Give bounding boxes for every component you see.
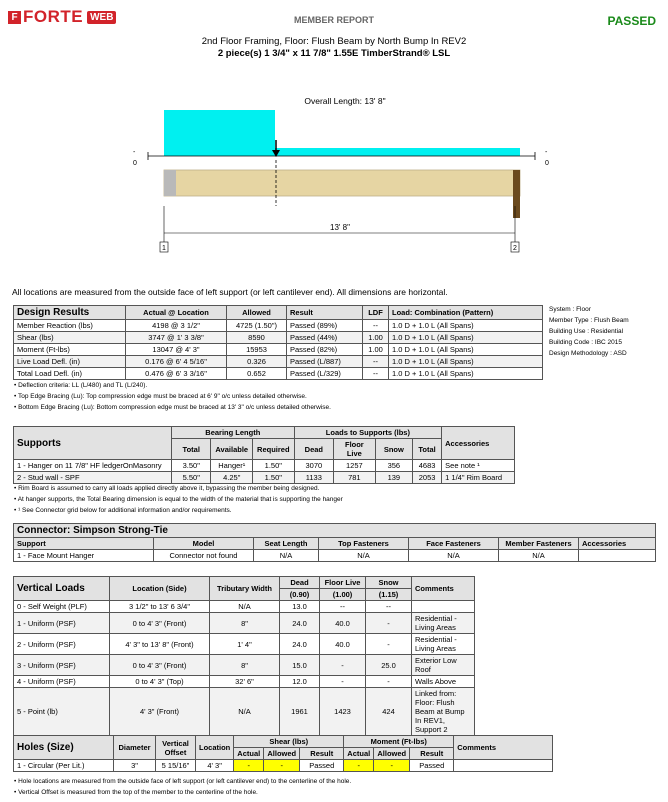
holes-table: Holes (Size) Diameter Vertical Offset Location Shear (lbs) Moment (Ft-lbs) Comments Actual Allowed Result Actual Allowed Result 1 - Circular (Per Lit.) 3" 5 15/16" 4' 3" - - Passed - - Passed (13, 735, 553, 772)
table-row: 2 - Uniform (PSF) 4' 3" to 13' 8" (Front) 1' 4" 24.0 40.0 - Residential - Living Areas (14, 634, 475, 655)
svg-text:-: - (133, 149, 136, 156)
report-subtitle: 2nd Floor Framing, Floor: Flush Beam by North Bump In REV2 (201, 36, 467, 47)
table-row: 1 - Face Mount Hanger Connector not found N/A N/A N/A N/A (14, 550, 656, 562)
table-row: 1 - Circular (Per Lit.) 3" 5 15/16" 4' 3" - - Passed - - Passed (14, 760, 553, 772)
support-right-wall (513, 170, 520, 218)
svg-text:-: - (545, 149, 548, 156)
logo-name: FORTE (23, 7, 84, 26)
support-1-marker: 1 (162, 245, 166, 252)
table-row: Shear (lbs) 3747 @ 1' 3 3/8" 8590 Passed (44%) 1.00 1.0 D + 1.0 L (All Spans) (14, 332, 543, 344)
table-row: 3 - Uniform (PSF) 0 to 4' 3" (Front) 8" 15.0 - 25.0 Exterior Low Roof (14, 655, 475, 676)
status-badge: PASSED (607, 14, 656, 28)
vertical-loads-table: Vertical Loads Location (Side) Tributary Width Dead Floor Live Snow Comments (0.90) (1.00) (1.15) 0 - Self Weight (PLF) 3 1/2" to 13' 6 3/4" N/A 13.0 -- -- 1 - Uniform (PSF) 0 to 4' 3" (Front) 8" 24.0 40.0 - Residential - Living Areas 2 - Uniform (PSF) 4' 3" to 13' 8" (Front) 1' 4" 24.0 40.0 - Residential - Living Areas 3 - Uniform (PSF) 0 to 4' 3" (Front) 8" 15.0 - 25.0 Exterior Low Roof 4 - Uniform (PSF) 0 to 4' 3" (Top) 32' 6" 12.0 - - Walls Above 5 - Point (lb) 4' 3" (Front) N/A 1961 1423 424 Linked from: Floor: Flush Beam at Bump In REV1, Support 2 (13, 576, 475, 736)
member-description: 2 piece(s) 1 3/4" x 11 7/8" 1.55E TimberStrand® LSL (217, 48, 451, 59)
supports-notes: • Rim Board is assumed to carry all loads applied directly above it, bypassing the member being designed. • At hanger supports, the Total Bearing dimension is equal to the width of the material that is supporting the hanger • ¹ See Connector grid below for additional information and/or requirements. (14, 485, 343, 514)
table-row: 5 - Point (lb) 4' 3" (Front) N/A 1961 1423 424 Linked from: Floor: Flush Beam at Bump In REV1, Support 2 (14, 688, 475, 736)
load-block-left (164, 110, 275, 156)
connector-table: Connector: Simpson Strong-Tie Support Model Seat Length Top Fasteners Face Fasteners Member Fasteners Accessories 1 - Face Mount Hanger Connector not found N/A N/A N/A N/A (13, 523, 656, 562)
table-row: Moment (Ft-lbs) 13047 @ 4' 3" 15953 Passed (82%) 1.00 1.0 D + 1.0 L (All Spans) (14, 344, 543, 356)
table-row: Total Load Defl. (in) 0.476 @ 6' 3 3/16" 0.652 Passed (L/329) -- 1.0 D + 1.0 L (All Spans) (14, 368, 543, 380)
support-2-marker: 2 (513, 245, 517, 252)
table-row: Member Reaction (lbs) 4198 @ 3 1/2" 4725 (1.50") Passed (89%) -- 1.0 D + 1.0 L (All Spans) (14, 320, 543, 332)
logo-web-badge: WEB (87, 11, 116, 24)
report-title: MEMBER REPORT (293, 15, 374, 25)
span-label: 13' 8" (330, 223, 350, 232)
system-info: System : Floor Member Type : Flush Beam Building Use : Residential Building Code : IBC 2015 Design Methodology : ASD (549, 306, 629, 357)
beam-member (164, 170, 520, 196)
holes-notes: • Hole locations are measured from the outside face of left support (or left cantilever end) to the centerline of the hole. • Vertical Offset is measured from the top of the member to the centerline of the hole. (14, 778, 352, 796)
general-note: All locations are measured from the outside face of left support (or left cantilever end). All dimensions are horizontal. (12, 287, 448, 297)
table-row: 1 - Hanger on 11 7/8" HF ledgerOnMasonry 3.50" Hanger¹ 1.50" 3070 1257 356 4683 See note ¹ (14, 460, 515, 472)
design-results-table: Design Results Actual @ Location Allowed Result LDF Load: Combination (Pattern) Member Reaction (lbs) 4198 @ 3 1/2" 4725 (1.50") Passed (89%) -- 1.0 D + 1.0 L (All Spans) Shear (lbs) 3747 @ 1' 3 3/8" 8590 Passed (44%) 1.00 1.0 D + 1.0 L (All Spans) Moment (Ft-lbs) 13047 @ 4' 3" 15953 Passed (82%) 1.00 1.0 D + 1.0 L (All Spans) Live Load Defl. (in) 0.176 @ 6' 4 5/16" 0.326 Passed (L/887) -- 1.0 D + 1.0 L (All Spans) Total Load Defl. (in) 0.476 @ 6' 3 3/16" 0.652 Passed (L/329) -- 1.0 D + 1.0 L (All Spans) (13, 305, 543, 380)
logo-mark: F (8, 11, 21, 24)
table-row: 2 - Stud wall - SPF 5.50" 4.25" 1.50" 1133 781 139 2053 1 1/4" Rim Board (14, 472, 515, 484)
zero-right: 0 (545, 160, 549, 167)
table-row: Live Load Defl. (in) 0.176 @ 6' 4 5/16" 0.326 Passed (L/887) -- 1.0 D + 1.0 L (All Spans) (14, 356, 543, 368)
table-row: 0 - Self Weight (PLF) 3 1/2" to 13' 6 3/4" N/A 13.0 -- -- (14, 601, 475, 613)
zero-left: 0 (133, 160, 137, 167)
support-left-hanger (164, 170, 176, 196)
overall-length-label: Overall Length: 13' 8" (304, 96, 386, 106)
beam-diagram (0, 88, 668, 268)
supports-table: Supports Bearing Length Loads to Supports (lbs) Accessories Total Available Required Dead Floor Live Snow Total 1 - Hanger on 11 7/8" HF ledgerOnMasonry 3.50" Hanger¹ 1.50" 3070 1257 356 4683 See note ¹ 2 - Stud wall - SPF 5.50" 4.25" 1.50" 1133 781 139 2053 1 1/4" Rim Board (13, 426, 515, 484)
load-block-right (275, 148, 520, 156)
table-row: 1 - Uniform (PSF) 0 to 4' 3" (Front) 8" 24.0 40.0 - Residential - Living Areas (14, 613, 475, 634)
table-row: 4 - Uniform (PSF) 0 to 4' 3" (Top) 32' 6" 12.0 - - Walls Above (14, 676, 475, 688)
design-notes: • Deflection criteria: LL (L/480) and TL (L/240). • Top Edge Bracing (Lu): Top compression edge must be braced at 6' 9" o/c unless detailed otherwise. • Bottom Edge Bracing (Lu): Bottom compression edge must be braced at 13' 3" o/c unless detailed otherwise. (14, 382, 331, 411)
